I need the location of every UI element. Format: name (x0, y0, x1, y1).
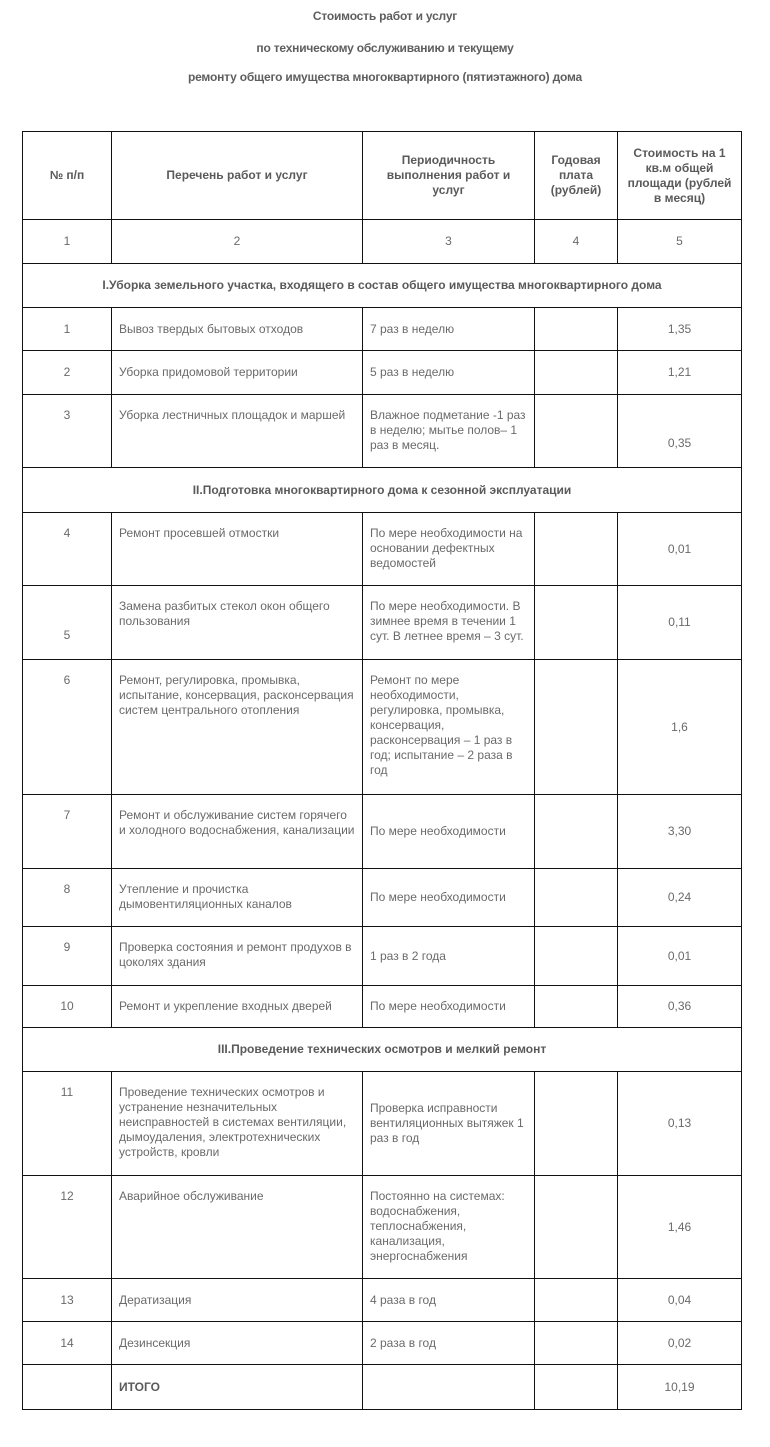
table-row (23, 308, 742, 351)
row-cost: 0,13 (618, 1072, 742, 1176)
row-period: 4 раза в год (363, 1279, 535, 1322)
table-row (23, 395, 742, 468)
total-label: ИТОГО (112, 1365, 363, 1410)
row-annual (535, 927, 618, 986)
row-cost: 0,01 (618, 927, 742, 986)
header-period: Периодичность выполнения работ и услуг (363, 132, 535, 220)
row-cost: 1,6 (618, 660, 742, 795)
row-annual (535, 1279, 618, 1322)
row-annual (535, 351, 618, 395)
section-row (23, 264, 742, 308)
row-number: 2 (23, 351, 112, 395)
row-cost: 1,35 (618, 308, 742, 351)
table-row (23, 586, 742, 660)
table-row (23, 795, 742, 869)
row-annual (535, 586, 618, 660)
row-number: 7 (23, 795, 112, 869)
total-cost: 10,19 (618, 1365, 742, 1410)
title-line-3: ремонту общего имущества многоквартирного (пятиэтажного) дома (187, 70, 582, 84)
row-number: 6 (23, 660, 112, 795)
table-row (23, 351, 742, 395)
row-work: Дератизация (112, 1279, 363, 1322)
table-row (23, 1176, 742, 1279)
column-number: 5 (618, 220, 742, 264)
row-work: Ремонт и обслуживание систем горячего и холодного водоснабжения, канализации (112, 795, 363, 869)
table-row (23, 1322, 742, 1365)
row-number: 8 (23, 869, 112, 927)
row-period: По мере необходимости. В зимнее время в течении 1 сут. В летнее время – 3 сут. (363, 586, 535, 660)
table-row (23, 1279, 742, 1322)
section-title: II.Подготовка многоквартирного дома к сезонной эксплуатации (23, 468, 742, 513)
row-period: Постоянно на системах: водоснабжения, теплоснабжения, канализация, энергоснабжения (363, 1176, 535, 1279)
section-title: I.Уборка земельного участка, входящего в состав общего имущества многоквартирного дома (23, 264, 742, 308)
row-period: Проверка исправности вентиляционных вытяжек 1 раз в год (363, 1072, 535, 1176)
column-number: 4 (535, 220, 618, 264)
row-number: 3 (23, 395, 112, 468)
row-work: Аварийное обслуживание (112, 1176, 363, 1279)
title-line-1: Стоимость работ и услуг (312, 9, 458, 23)
row-cost: 0,36 (618, 986, 742, 1028)
row-cost: 0,04 (618, 1279, 742, 1322)
row-work: Ремонт просевшей отмостки (112, 513, 363, 586)
row-number: 9 (23, 927, 112, 986)
column-numbers-row (23, 220, 742, 264)
header-annual: Годовая плата (рублей) (535, 132, 618, 220)
total-period (363, 1365, 535, 1410)
row-annual (535, 660, 618, 795)
row-number: 13 (23, 1279, 112, 1322)
row-work: Уборка лестничных площадок и маршей (112, 395, 363, 468)
row-annual (535, 869, 618, 927)
table-row (23, 660, 742, 795)
row-annual (535, 795, 618, 869)
row-cost: 0,01 (618, 513, 742, 586)
row-work: Замена разбитых стекол окон общего пользования (112, 586, 363, 660)
row-number: 12 (23, 1176, 112, 1279)
header-number: № п/п (23, 132, 112, 220)
header-work: Перечень работ и услуг (112, 132, 363, 220)
row-period: 7 раз в неделю (363, 308, 535, 351)
row-work: Утепление и прочистка дымовентиляционных каналов (112, 869, 363, 927)
row-period: По мере необходимости (363, 986, 535, 1028)
row-annual (535, 1072, 618, 1176)
row-period: Ремонт по мере необходимости, регулировка, промывка, консервация, расконсервация – 1 раз в год; испытание – 2 раза в год (363, 660, 535, 795)
table-row (23, 1072, 742, 1176)
row-period: 5 раз в неделю (363, 351, 535, 395)
row-number: 14 (23, 1322, 112, 1365)
title-line-2: по техническому обслуживанию и текущему (256, 41, 514, 55)
row-number: 11 (23, 1072, 112, 1176)
row-annual (535, 1176, 618, 1279)
table-row (23, 927, 742, 986)
row-annual (535, 1322, 618, 1365)
column-number: 1 (23, 220, 112, 264)
row-cost: 0,24 (618, 869, 742, 927)
column-number: 2 (112, 220, 363, 264)
row-period: Влажное подметание -1 раз в неделю; мытье полов– 1 раз в месяц. (363, 395, 535, 468)
section-title: III.Проведение технических осмотров и мелкий ремонт (23, 1028, 742, 1072)
total-annual (535, 1365, 618, 1410)
row-annual (535, 395, 618, 468)
column-number: 3 (363, 220, 535, 264)
row-number: 5 (23, 586, 112, 660)
row-cost: 1,21 (618, 351, 742, 395)
section-row (23, 1028, 742, 1072)
row-period: 1 раз в 2 года (363, 927, 535, 986)
row-work: Вывоз твердых бытовых отходов (112, 308, 363, 351)
row-work: Проведение технических осмотров и устранение незначительных неисправностей в системах вентиляции, дымоудаления, электротехнических устройств, кровли (112, 1072, 363, 1176)
cost-table (22, 131, 742, 1410)
row-number: 4 (23, 513, 112, 586)
row-work: Ремонт и укрепление входных дверей (112, 986, 363, 1028)
row-cost: 3,30 (618, 795, 742, 869)
row-work: Уборка придомовой территории (112, 351, 363, 395)
row-work: Проверка состояния и ремонт продухов в цоколях здания (112, 927, 363, 986)
total-row (23, 1365, 742, 1410)
row-period: По мере необходимости (363, 795, 535, 869)
section-row (23, 468, 742, 513)
row-annual (535, 308, 618, 351)
row-cost: 0,02 (618, 1322, 742, 1365)
row-work: Ремонт, регулировка, промывка, испытание, консервация, расконсервация систем центрального отопления (112, 660, 363, 795)
row-number: 1 (23, 308, 112, 351)
row-period: По мере необходимости (363, 869, 535, 927)
row-annual (535, 986, 618, 1028)
table-row (23, 869, 742, 927)
row-number: 10 (23, 986, 112, 1028)
header-cost: Стоимость на 1 кв.м общей площади (рублей в месяц) (618, 132, 742, 220)
row-period: 2 раза в год (363, 1322, 535, 1365)
table-row (23, 986, 742, 1028)
header-row (23, 132, 742, 220)
total-number (23, 1365, 112, 1410)
row-period: По мере необходимости на основании дефектных ведомостей (363, 513, 535, 586)
row-cost: 1,46 (618, 1176, 742, 1279)
table-row (23, 513, 742, 586)
row-work: Дезинсекция (112, 1322, 363, 1365)
row-annual (535, 513, 618, 586)
row-cost: 0,35 (618, 395, 742, 468)
row-cost: 0,11 (618, 586, 742, 660)
